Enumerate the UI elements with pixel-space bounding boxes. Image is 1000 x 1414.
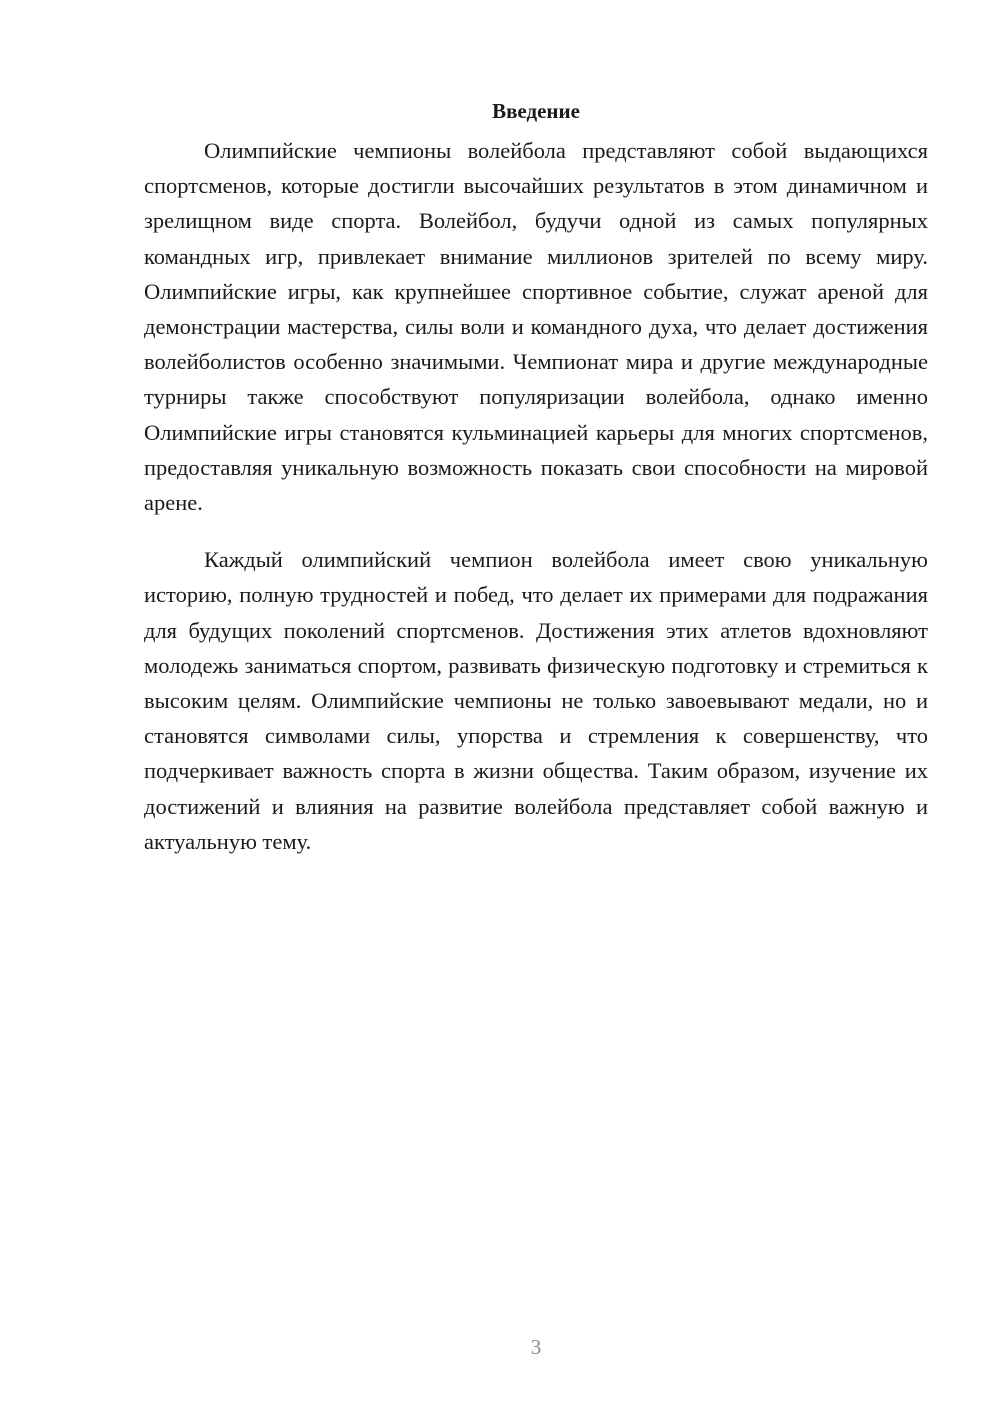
page-content — [144, 94, 928, 859]
paragraph-champions: Каждый олимпийский чемпион волейбола имеет свою уникальную историю, полную трудностей и побед, что делает их примерами для подражания для будущих поколений спортсменов. Достижения этих атлетов вдохновляют молодежь заниматься спортом, развивать физическую подготовку и стремиться к высоким целям. Олимпийские чемпионы не только завоевывают медали, но и становятся символами силы, упорства и стремления к совершенству, что подчеркивает важность спорта в жизни общества. Таким образом, изучение их достижений и влияния на развитие волейбола представляет собой важную и актуальную тему. — [144, 547, 928, 854]
section-heading: Введение — [492, 99, 580, 123]
paragraph-intro: Олимпийские чемпионы волейбола представляют собой выдающихся спортсменов, которые достигли высочайших результатов в этом динамичном и зрелищном виде спорта. Волейбол, будучи одной из самых популярных командных игр, привлекает внимание миллионов зрителей по всему миру. Олимпийские игры, как крупнейшее спортивное событие, служат ареной для демонстрации мастерства, силы воли и командного духа, что делает достижения волейболистов особенно значимыми. Чемпионат мира и другие международные турниры также способствуют популяризации волейбола, однако именно Олимпийские игры становятся кульминацией карьеры для многих спортсменов, предоставляя уникальную возможность показать свои способности на мировой арене. — [144, 138, 928, 516]
page-number: 3 — [530, 1335, 542, 1359]
